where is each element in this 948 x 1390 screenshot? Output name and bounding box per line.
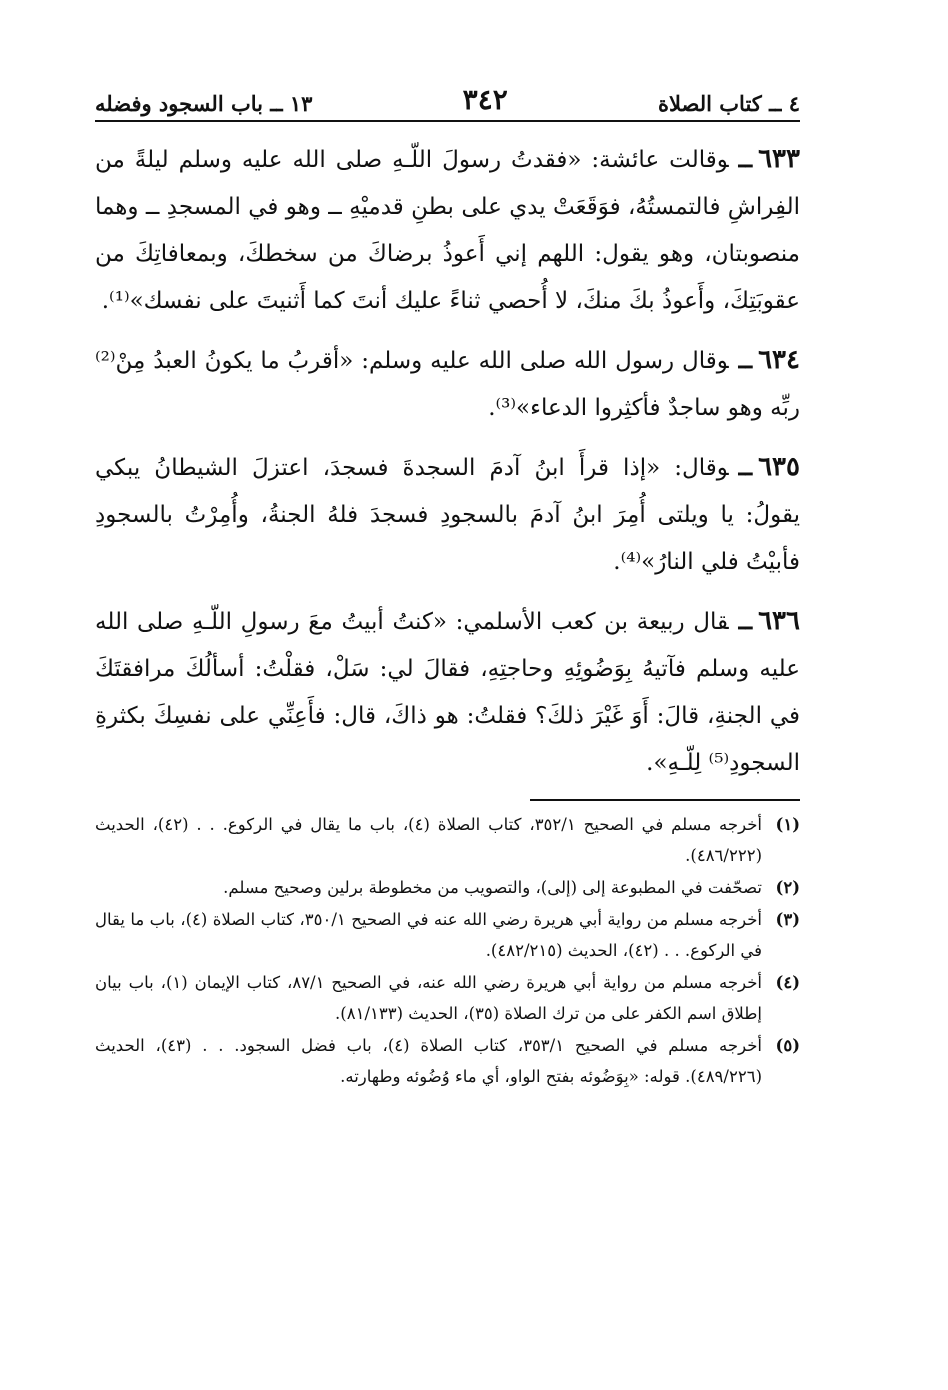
footnote-text: أخرجه مسلم من رواية أبي هريرة رضي الله عنه، في الصحيح ٨٧/١، كتاب الإيمان (١)، باب بيان إطلاق اسم الكفر على من ترك الصلاة (٣٥)، الحديث (٨١/١٣٣). [95,973,762,1023]
hadith-number: ٦٣٥ [758,452,800,482]
main-text [95,136,800,787]
book-page [95,70,800,1093]
footnote [95,1030,800,1092]
footnote [95,967,800,1029]
page-number: ٣٤٢ [462,83,508,116]
hadith-paragraph [95,136,800,325]
hadith-number: ٦٣٤ [758,345,800,375]
hadith-number: ٦٣٣ [758,144,800,174]
footnote [95,904,800,966]
hadith-text: وقال رسول الله صلى الله عليه وسلم: «أقربُ ما يكونُ العبدُ مِنْ⁽²⁾ ربِّه وهو ساجدٌ فأكثِروا الدعاء»⁽³⁾. [95,348,800,421]
footnote-number: (٤) [775,973,800,992]
footnotes [95,809,800,1092]
footnote-text: تصحّفت في المطبوعة إلى (إلى)، والتصويب من مخطوطة برلين وصحيح مسلم. [223,878,762,897]
hadith-dash: ــ [738,146,753,173]
header-chapter-title: ١٣ ــ باب السجود وفضله [95,91,313,116]
footnote-text: أخرجه مسلم في الصحيح ٣٥٢/١، كتاب الصلاة (٤)، باب ما يقال في الركوع. . . (٤٢)، الحديث (٤٨٦/٢٢٢). [95,815,762,865]
hadith-dash: ــ [738,608,753,635]
footnote-number: (٣) [775,910,800,929]
footnote-text: أخرجه مسلم في الصحيح ٣٥٣/١، كتاب الصلاة (٤)، باب فضل السجود. . . (٤٣)، الحديث (٤٨٩/٢٢٦). قوله: «بِوَضُوئه بفتح الواو، أي ماء وُضُوئه وطهارته. [95,1036,762,1086]
running-header [95,70,800,122]
hadith-dash: ــ [738,454,753,481]
hadith-paragraph [95,337,800,432]
footnote-number: (٢) [775,878,800,897]
footnote-separator [530,799,800,801]
footnote-text: أخرجه مسلم من رواية أبي هريرة رضي الله عنه في الصحيح ٣٥٠/١، كتاب الصلاة (٤)، باب ما يقال في الركوع. . . (٤٢)، الحديث (٤٨٢/٢١٥). [95,910,762,960]
header-book-title: ٤ ــ كتاب الصلاة [658,91,800,116]
footnote-number: (١) [775,815,800,834]
hadith-text: وقالت عائشة: «فقدتُ رسولَ اللّـهِ صلى الله عليه وسلم ليلةً من الفِراشِ فالتمستُهُ، فوَقَعَتْ يدي على بطنِ قدميْهِ ــ وهو في المسجدِ ــ وهما منصوبتان، وهو يقول: اللهم إني أَعوذُ برضاكَ من سخطكَ، وبمعافاتِكَ من عقوبَتِكَ، وأَعوذُ بكَ منكَ، لا أُحصي ثناءً عليك أنتَ كما أَثنيتَ على نفسك»⁽¹⁾. [95,147,800,314]
hadith-paragraph [95,598,800,787]
hadith-number: ٦٣٦ [758,606,800,636]
footnote [95,872,800,903]
hadith-text: وقال: «إذا قرأَ ابنُ آدمَ السجدةَ فسجدَ، اعتزلَ الشيطانُ يبكي يقولُ: يا ويلتى أُمِرَ ابنُ آدمَ بالسجودِ فسجدَ فلهُ الجنةُ، وأُمِرْتُ بالسجودِ فأبيْتُ فلي النارُ»⁽⁴⁾. [95,455,800,575]
hadith-paragraph [95,444,800,586]
footnote-number: (٥) [775,1036,800,1055]
hadith-text: قال ربيعة بن كعب الأسلمي: «كنتُ أبيتُ معَ رسولِ اللّـهِ صلى الله عليه وسلم فآتيهُ بِوَضُوئِهِ وحاجتِهِ، فقالَ لي: سَلْ، فقلْتُ: أسألُكَ مرافقتَكَ في الجنةِ، قالَ: أَوَ غَيْرَ ذلكَ؟ فقلتُ: هو ذاكَ، قال: فأَعِنِّي على نفسِكَ بكثرةِ السجودِ⁽⁵⁾ لِلّـهِ». [95,609,800,776]
footnote [95,809,800,871]
hadith-dash: ــ [738,347,753,374]
